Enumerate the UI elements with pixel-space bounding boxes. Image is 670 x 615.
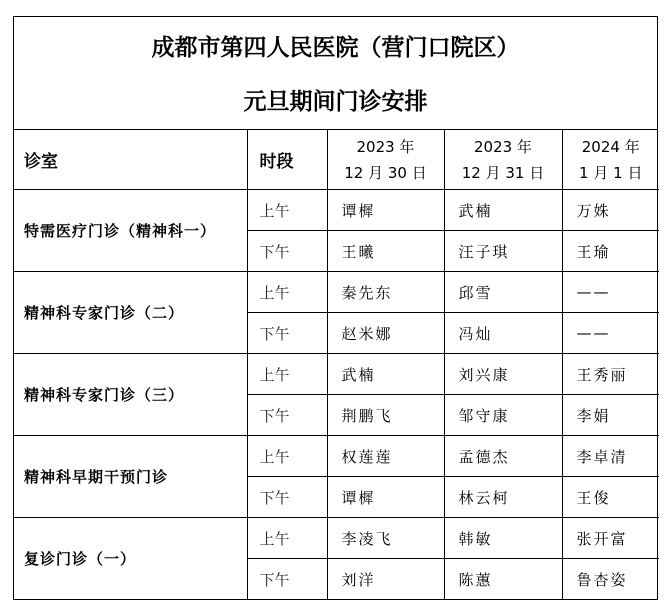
doctor-cell-day-1: 李凌飞 [327,518,444,559]
doctor-cell-day-2: 冯灿 [444,313,562,354]
table-row [14,190,659,231]
doctor-cell-day-2: 孟德杰 [444,436,562,477]
period-label: 上午 [247,354,327,395]
period-label: 上午 [247,190,327,231]
doctor-cell-day-3: —— [562,272,659,313]
doctor-cell-day-1: 谭樨 [327,477,444,518]
header-row [14,130,659,190]
doctor-cell-day-2: 林云柯 [444,477,562,518]
doctor-cell-day-3: 王瑜 [562,231,659,272]
schedule-table [14,130,659,600]
doctor-cell-day-1: 赵米娜 [327,313,444,354]
doctor-cell-day-1: 王曦 [327,231,444,272]
period-label: 上午 [247,272,327,313]
doctor-cell-day-1: 秦先东 [327,272,444,313]
doctor-cell-day-3: 张开富 [562,518,659,559]
header-date-2 [444,130,562,190]
title-block [14,17,657,130]
header-period: 时段 [247,130,327,190]
dept-name: 精神科专家门诊（二） [14,272,247,354]
period-label: 上午 [247,436,327,477]
doctor-cell-day-1: 权莲莲 [327,436,444,477]
header-date-1-year: 2023 年 [356,137,415,156]
dept-name: 精神科专家门诊（三） [14,354,247,436]
header-date-3-year: 2024 年 [581,137,640,156]
table-row [14,272,659,313]
period-label: 下午 [247,231,327,272]
period-label: 下午 [247,313,327,354]
doctor-cell-day-3: 鲁杏姿 [562,559,659,600]
header-room: 诊室 [14,130,247,190]
header-date-2-year: 2023 年 [474,137,532,156]
period-label: 上午 [247,518,327,559]
header-date-1 [327,130,444,190]
doctor-cell-day-1: 谭樨 [327,190,444,231]
schedule-title: 元旦期间门诊安排 [243,89,428,115]
doctor-cell-day-2: 陈蕙 [444,559,562,600]
doctor-cell-day-3: —— [562,313,659,354]
doctor-cell-day-3: 李卓清 [562,436,659,477]
doctor-cell-day-3: 万姝 [562,190,659,231]
doctor-cell-day-2: 武楠 [444,190,562,231]
doctor-cell-day-3: 王秀丽 [562,354,659,395]
doctor-cell-day-2: 韩敏 [444,518,562,559]
doctor-cell-day-1: 荆鹏飞 [327,395,444,436]
doctor-cell-day-2: 邱雪 [444,272,562,313]
doctor-cell-day-2: 汪子琪 [444,231,562,272]
dept-name: 特需医疗门诊（精神科一） [14,190,247,272]
doctor-cell-day-2: 邹守康 [444,395,562,436]
period-label: 下午 [247,395,327,436]
header-date-3-day: 1 月 1 日 [579,163,643,182]
table-row [14,436,659,477]
period-label: 下午 [247,477,327,518]
doctor-cell-day-1: 刘洋 [327,559,444,600]
doctor-cell-day-3: 王俊 [562,477,659,518]
table-row [14,354,659,395]
doctor-cell-day-1: 武楠 [327,354,444,395]
dept-name: 复诊门诊（一） [14,518,247,600]
table-row [14,518,659,559]
doctor-cell-day-2: 刘兴康 [444,354,562,395]
hospital-title: 成都市第四人民医院（营门口院区） [151,35,520,61]
dept-name: 精神科早期干预门诊 [14,436,247,518]
header-date-3 [562,130,659,190]
doctor-cell-day-3: 李娟 [562,395,659,436]
header-date-2-day: 12 月 31 日 [461,163,545,182]
header-date-1-day: 12 月 30 日 [344,163,427,182]
period-label: 下午 [247,559,327,600]
schedule-document [13,16,658,600]
